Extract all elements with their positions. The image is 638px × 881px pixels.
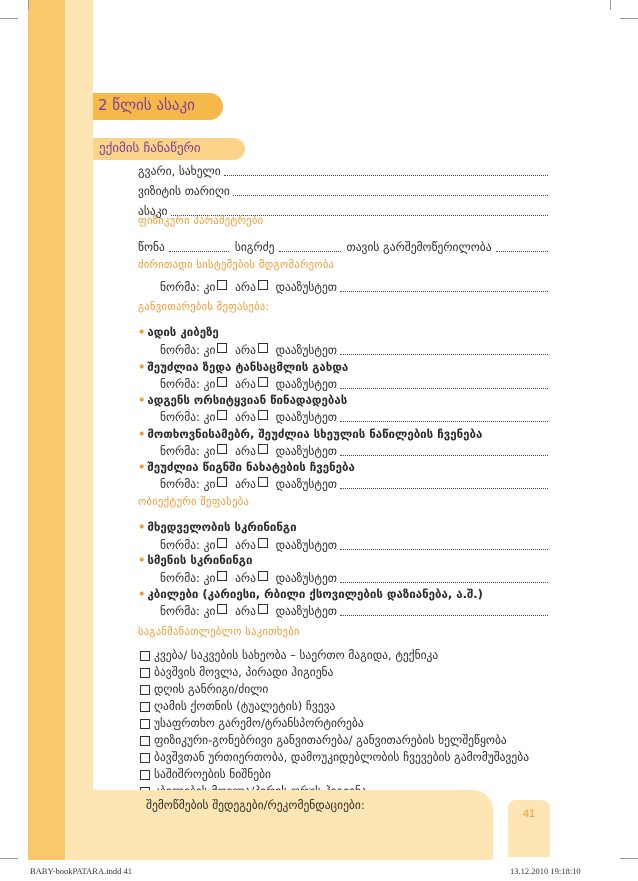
yes-checkbox[interactable] xyxy=(217,571,227,581)
development-item: • შეუძლია წიგნში ნახატების ჩვენება xyxy=(138,460,355,474)
yes-checkbox[interactable] xyxy=(217,410,227,420)
objective-norm-row[interactable]: ნორმა: კი არა დააზუსტეთ xyxy=(160,604,548,619)
footer-file: BABY-bookPATARA.indd 41 xyxy=(30,866,132,876)
counseling-item[interactable]: დღის განრიგი/ძილი xyxy=(138,682,268,697)
checkbox[interactable] xyxy=(140,685,150,695)
development-section-title: განვითარების შეფასება: xyxy=(138,301,270,313)
systems-norm-row[interactable] xyxy=(160,280,548,295)
physical-section-title: ფიზიკური პარამეტრები xyxy=(138,215,264,227)
name-label: გვარი, სახელი xyxy=(138,164,221,178)
crop-mark xyxy=(0,18,18,19)
checkbox[interactable] xyxy=(140,719,150,729)
physical-row[interactable] xyxy=(138,240,548,255)
counseling-item[interactable]: უსაფრთხო გარემო/ტრანსპორტირება xyxy=(138,716,364,731)
counseling-item[interactable]: ბავშვის მოვლა, პირადი ჰიგიენა xyxy=(138,665,333,680)
systems-section-title: ძირითადი სისტემების მდგომარეობა xyxy=(138,259,335,271)
development-norm-row[interactable]: ნორმა: კი არა დააზუსტეთ xyxy=(160,477,548,492)
objective-item: • სმენის სკრინინგი xyxy=(138,553,253,567)
checkbox[interactable] xyxy=(140,753,150,763)
visit-date-label: ვიზიტის თარიღი xyxy=(138,184,230,198)
age-label: ასაკი xyxy=(138,204,168,218)
head-label: თავის გარშემოწერილობა xyxy=(346,240,492,254)
checkbox[interactable] xyxy=(140,651,150,661)
development-item: • შეუძლია ზედა ტანსაცმლის გახდა xyxy=(138,360,349,374)
development-item: • ადის კიბეზე xyxy=(138,325,219,339)
left-stripe-light xyxy=(65,0,93,860)
no-checkbox[interactable] xyxy=(258,477,268,487)
counseling-item[interactable]: საშიშროების ნიშნები xyxy=(138,767,271,782)
age-title: 2 წლის ასაკი xyxy=(98,96,195,114)
name-field[interactable] xyxy=(138,164,548,179)
development-item: • ადგენს ორსიტყვიან წინადადებას xyxy=(138,393,348,407)
counseling-item[interactable]: კვება/ საკვების სახეობა – საერთო მაგიდა, ტექნიკა xyxy=(138,648,438,663)
development-norm-row[interactable]: ნორმა: კი არა დააზუსტეთ xyxy=(160,343,548,358)
yes-label: კი xyxy=(203,280,216,294)
no-checkbox[interactable] xyxy=(258,604,268,614)
no-checkbox[interactable] xyxy=(258,538,268,548)
visit-date-field[interactable] xyxy=(138,184,548,199)
yes-checkbox[interactable] xyxy=(217,377,227,387)
footer-timestamp: 13.12.2010 19:18:10 xyxy=(510,866,581,876)
record-title: ექიმის ჩანაწერი xyxy=(99,141,201,156)
crop-mark xyxy=(0,858,18,859)
yes-checkbox[interactable] xyxy=(217,444,227,454)
development-norm-row[interactable]: ნორმა: კი არა დააზუსტეთ xyxy=(160,377,548,392)
no-checkbox[interactable] xyxy=(258,410,268,420)
yes-checkbox[interactable] xyxy=(217,604,227,614)
objective-item: • მხედველობის სკრინინგი xyxy=(138,520,297,534)
page-number: 41 xyxy=(522,808,536,820)
specify-label: დააზუსტეთ xyxy=(275,280,338,294)
checkbox[interactable] xyxy=(140,736,150,746)
recommendations-label: შემოწმების შედეგები/რეკომენდაციები: xyxy=(146,798,365,812)
counseling-item[interactable]: ფიზიკური-გონებრივი განვითარება/ განვითარების ხელშეწყობა xyxy=(138,733,507,748)
no-checkbox[interactable] xyxy=(258,377,268,387)
objective-norm-row[interactable]: ნორმა: კი არა დააზუსტეთ xyxy=(160,538,548,553)
crop-mark xyxy=(620,18,638,19)
no-label: არა xyxy=(235,280,256,294)
objective-norm-row[interactable]: ნორმა: კი არა დააზუსტეთ xyxy=(160,571,548,586)
crop-mark xyxy=(28,0,29,10)
development-item: • მოთხოვნისამებრ, შეუძლია სხეულის ნაწილების ჩვენება xyxy=(138,427,483,441)
yes-checkbox[interactable] xyxy=(217,538,227,548)
norm-label: ნორმა: xyxy=(160,280,200,294)
yes-checkbox[interactable] xyxy=(217,477,227,487)
counseling-section-title: საგანმანათლებლო საკითხები xyxy=(138,626,300,638)
yes-checkbox[interactable] xyxy=(217,280,227,290)
weight-label: წონა xyxy=(138,240,165,254)
crop-mark xyxy=(610,0,611,10)
no-checkbox[interactable] xyxy=(258,571,268,581)
height-label: სიგრძე xyxy=(234,240,275,254)
left-stripe-dark xyxy=(28,0,65,860)
checkbox[interactable] xyxy=(140,668,150,678)
objective-section-title: ობიექტური შეფასება xyxy=(138,496,250,508)
development-norm-row[interactable]: ნორმა: კი არა დააზუსტეთ xyxy=(160,410,548,425)
no-checkbox[interactable] xyxy=(258,444,268,454)
objective-item: • კბილები (კარიესი, რბილი ქსოვილების დაზიანება, ა.შ.) xyxy=(138,587,483,601)
checkbox[interactable] xyxy=(140,770,150,780)
no-checkbox[interactable] xyxy=(258,343,268,353)
counseling-item[interactable]: ბავშვთან ურთიერთობა, დამოუკიდებლობის ჩვევების გამომუშავება xyxy=(138,750,529,765)
no-checkbox[interactable] xyxy=(258,280,268,290)
yes-checkbox[interactable] xyxy=(217,343,227,353)
counseling-item[interactable]: ღამის ქოთნის (ტუალეტის) ჩვევა xyxy=(138,699,335,714)
crop-mark xyxy=(620,858,638,859)
checkbox[interactable] xyxy=(140,702,150,712)
development-norm-row[interactable]: ნორმა: კი არა დააზუსტეთ xyxy=(160,444,548,459)
